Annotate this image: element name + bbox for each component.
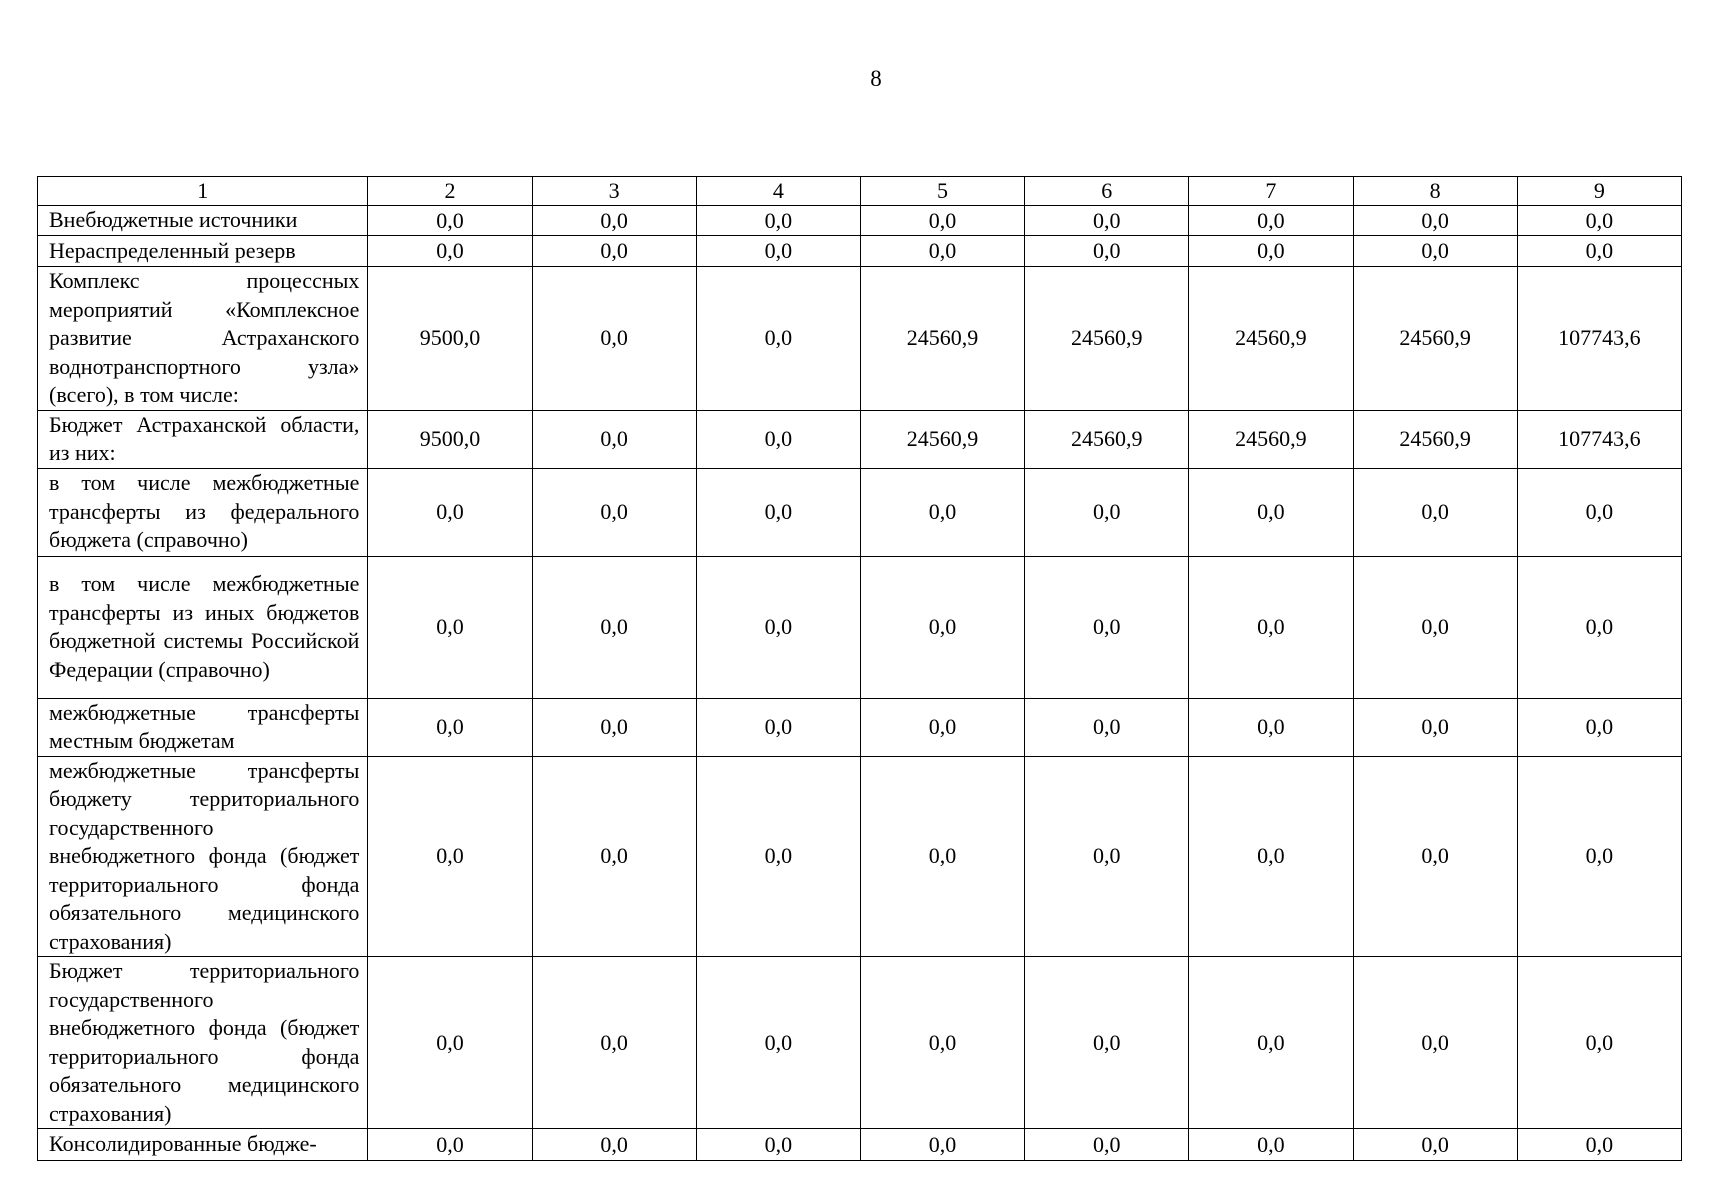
- table-cell: 0,0: [1517, 1129, 1681, 1161]
- column-number-header: 7: [1189, 177, 1353, 206]
- table-cell: 0,0: [696, 556, 860, 698]
- table-cell: 0,0: [696, 236, 860, 267]
- column-number-header: 9: [1517, 177, 1681, 206]
- table-cell: 0,0: [532, 267, 696, 411]
- table-cell: 0,0: [1025, 957, 1189, 1129]
- row-label: Комплекс процессных мероприятий «Комплексное развитие Астраханского воднотранспортного узла» (всего), в том числе:: [38, 267, 368, 411]
- table-cell: 0,0: [368, 468, 532, 556]
- table-cell: 0,0: [1517, 468, 1681, 556]
- table-cell: 0,0: [1025, 698, 1189, 756]
- row-label: межбюджетные трансферты бюджету территориального государственного внебюджетного фонда (бюджет территориального фонда обязательного медицинского страхования): [38, 756, 368, 957]
- table-cell: 0,0: [696, 267, 860, 411]
- row-label: Бюджет Астраханской области, из них:: [38, 410, 368, 468]
- table-cell: 0,0: [860, 957, 1024, 1129]
- column-number-header: 2: [368, 177, 532, 206]
- table-cell: 0,0: [1353, 698, 1517, 756]
- table-header-row: [38, 177, 1682, 206]
- table-cell: 24560,9: [1025, 410, 1189, 468]
- column-number-header: 1: [38, 177, 368, 206]
- table-cell: 0,0: [1189, 556, 1353, 698]
- table-row: [38, 556, 1682, 698]
- budget-table: [37, 176, 1682, 1161]
- table-cell: 0,0: [1353, 236, 1517, 267]
- table-cell: 0,0: [860, 468, 1024, 556]
- table-cell: 0,0: [860, 556, 1024, 698]
- table-row: [38, 756, 1682, 957]
- table-cell: 24560,9: [1353, 410, 1517, 468]
- table-cell: 0,0: [532, 957, 696, 1129]
- table-cell: 0,0: [860, 206, 1024, 236]
- table-cell: 0,0: [1025, 206, 1189, 236]
- table-cell: 0,0: [1517, 556, 1681, 698]
- table-row: [38, 410, 1682, 468]
- page-number: 8: [870, 66, 882, 91]
- table-cell: 24560,9: [1189, 267, 1353, 411]
- column-number-header: 8: [1353, 177, 1517, 206]
- table-cell: 24560,9: [1025, 267, 1189, 411]
- table-cell: 0,0: [1025, 468, 1189, 556]
- table-cell: 0,0: [1517, 236, 1681, 267]
- table-cell: 0,0: [532, 1129, 696, 1161]
- table-cell: 24560,9: [1353, 267, 1517, 411]
- table-cell: 107743,6: [1517, 410, 1681, 468]
- table-cell: 0,0: [1189, 756, 1353, 957]
- column-number-header: 6: [1025, 177, 1189, 206]
- table-cell: 0,0: [696, 698, 860, 756]
- table-cell: 0,0: [696, 756, 860, 957]
- table-row: [38, 267, 1682, 411]
- table-row: [38, 468, 1682, 556]
- column-number-header: 4: [696, 177, 860, 206]
- row-label: Бюджет территориального государственного внебюджетного фонда (бюджет территориального фонда обязательного медицинского страхования): [38, 957, 368, 1129]
- table-cell: 0,0: [1189, 957, 1353, 1129]
- table-cell: 0,0: [368, 957, 532, 1129]
- table-cell: 0,0: [1353, 957, 1517, 1129]
- table-cell: 0,0: [1353, 756, 1517, 957]
- table-cell: 0,0: [860, 236, 1024, 267]
- table-cell: 0,0: [532, 468, 696, 556]
- table-cell: 0,0: [532, 206, 696, 236]
- table-cell: 0,0: [532, 556, 696, 698]
- table-cell: 0,0: [1025, 556, 1189, 698]
- table-cell: 0,0: [696, 957, 860, 1129]
- table-cell: 0,0: [1189, 236, 1353, 267]
- table-cell: 0,0: [1189, 1129, 1353, 1161]
- row-label: межбюджетные трансферты местным бюджетам: [38, 698, 368, 756]
- table-cell: 0,0: [696, 1129, 860, 1161]
- table-cell: 0,0: [1517, 957, 1681, 1129]
- table-cell: 9500,0: [368, 267, 532, 411]
- table-cell: 0,0: [532, 236, 696, 267]
- table-cell: 0,0: [1353, 556, 1517, 698]
- table-cell: 0,0: [532, 756, 696, 957]
- column-number-header: 3: [532, 177, 696, 206]
- table-row: [38, 957, 1682, 1129]
- table-cell: 24560,9: [860, 267, 1024, 411]
- table-cell: 0,0: [1517, 698, 1681, 756]
- table-cell: 0,0: [1517, 756, 1681, 957]
- table-cell: 0,0: [860, 756, 1024, 957]
- column-number-header: 5: [860, 177, 1024, 206]
- table-cell: 0,0: [860, 698, 1024, 756]
- table-cell: 0,0: [696, 206, 860, 236]
- table-cell: 9500,0: [368, 410, 532, 468]
- table-cell: 0,0: [368, 1129, 532, 1161]
- table-cell: 0,0: [368, 756, 532, 957]
- table-cell: 0,0: [1189, 698, 1353, 756]
- table-cell: 0,0: [1353, 206, 1517, 236]
- table-cell: 0,0: [1189, 206, 1353, 236]
- table-row: [38, 1129, 1682, 1161]
- table-row: [38, 236, 1682, 267]
- table-row: [38, 206, 1682, 236]
- table-cell: 0,0: [696, 468, 860, 556]
- row-label: в том числе межбюджетные трансферты из иных бюджетов бюджетной системы Российской Федерации (справочно): [38, 556, 368, 698]
- table-cell: 0,0: [368, 206, 532, 236]
- table-cell: 24560,9: [1189, 410, 1353, 468]
- table-cell: 24560,9: [860, 410, 1024, 468]
- table-cell: 0,0: [860, 1129, 1024, 1161]
- table-cell: 0,0: [1025, 236, 1189, 267]
- table-cell: 0,0: [368, 698, 532, 756]
- row-label: Консолидированные бюдже-: [38, 1129, 368, 1161]
- table-cell: 0,0: [532, 698, 696, 756]
- table-cell: 0,0: [696, 410, 860, 468]
- row-label: Нераспределенный резерв: [38, 236, 368, 267]
- table-cell: 0,0: [1025, 1129, 1189, 1161]
- table-cell: 107743,6: [1517, 267, 1681, 411]
- table-cell: 0,0: [1353, 468, 1517, 556]
- table-row: [38, 698, 1682, 756]
- table-cell: 0,0: [1353, 1129, 1517, 1161]
- table-cell: 0,0: [1189, 468, 1353, 556]
- table-cell: 0,0: [368, 236, 532, 267]
- row-label: Внебюджетные источники: [38, 206, 368, 236]
- table-cell: 0,0: [368, 556, 532, 698]
- table-cell: 0,0: [532, 410, 696, 468]
- table-cell: 0,0: [1517, 206, 1681, 236]
- row-label: в том числе межбюджетные трансферты из федерального бюджета (справочно): [38, 468, 368, 556]
- table-cell: 0,0: [1025, 756, 1189, 957]
